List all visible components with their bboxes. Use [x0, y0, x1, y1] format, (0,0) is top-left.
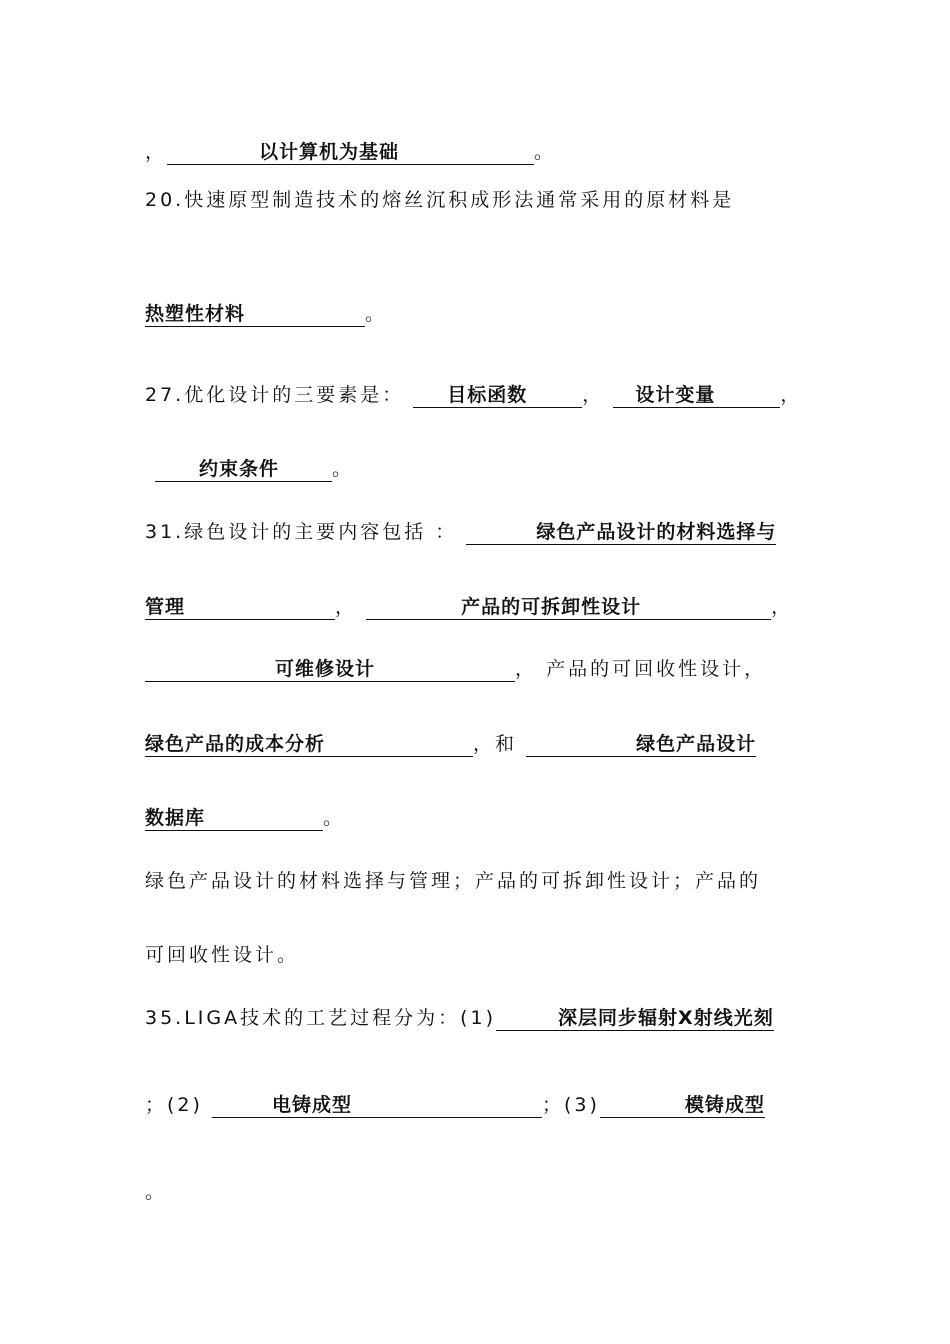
q31-answer-4-field	[145, 733, 473, 757]
q27-question: 27.优化设计的三要素是：	[145, 384, 405, 406]
q31-answer-5a-field	[526, 733, 756, 757]
q31-question: 31.绿色设计的主要内容包括 ：	[145, 521, 458, 543]
q19-answer-field	[167, 141, 534, 165]
q27-line-2	[155, 457, 820, 482]
q31-answer-5a: 绿色产品设计	[636, 733, 757, 755]
q31-line-2	[145, 595, 810, 620]
q20-answer-line	[145, 302, 810, 327]
q31-answer-1a: 绿色产品设计的材料选择与	[536, 521, 777, 543]
q31-and: ，和	[473, 733, 518, 755]
q27-end: 。	[332, 458, 355, 480]
q20-answer: 热塑性材料	[145, 303, 246, 325]
q31-sep-2: ，	[771, 596, 794, 618]
q35-step-2: ；(2)	[145, 1094, 203, 1116]
q31-note-line-2: 可回收性设计。	[145, 944, 300, 966]
q31-answer-5b: 数据库	[145, 807, 206, 829]
q35-answer-2-field	[212, 1094, 542, 1118]
q31-sep-1: ，	[335, 596, 358, 618]
q35-answer-1: 深层同步辐射X射线光刻	[558, 1007, 774, 1029]
q31-answer-4: 绿色产品的成本分析	[145, 733, 326, 755]
q31-answer-3: 可维修设计	[275, 658, 376, 680]
q35-line-2	[145, 1093, 810, 1118]
q27-answer-3-field	[155, 458, 332, 482]
q31-answer-5b-field	[145, 807, 323, 831]
q31-sep-3: ，	[515, 658, 538, 680]
q35-step-3: ；(3)	[541, 1094, 600, 1116]
q35-answer-2: 电铸成型	[271, 1094, 352, 1116]
q31-answer-2-field	[366, 596, 771, 620]
q31-end: 。	[323, 807, 346, 829]
q31-plain-text: 产品的可回收性设计，	[546, 658, 767, 680]
q31-line-5	[145, 806, 810, 831]
q27-line	[145, 383, 810, 408]
q31-line-4	[145, 732, 810, 757]
q35-answer-3-field	[600, 1094, 765, 1118]
q20-question: 20.快速原型制造技术的熔丝沉积成形法通常采用的原材料是	[145, 189, 735, 211]
q31-answer-1b: 管理	[145, 596, 186, 618]
q35-answer-1-field	[496, 1007, 774, 1031]
q31-answer-1a-field	[466, 521, 776, 545]
q19-end: 。	[534, 141, 557, 163]
q35-line-3	[145, 1180, 810, 1204]
q27-answer-3: 约束条件	[199, 458, 280, 480]
q20-end: 。	[365, 303, 388, 325]
q19-lead: ，	[145, 141, 168, 163]
q31-line-1	[145, 520, 810, 545]
q19-line	[145, 140, 810, 165]
q35-answer-3: 模铸成型	[684, 1094, 765, 1116]
q35-end: 。	[145, 1181, 168, 1203]
q31-line-3	[145, 657, 810, 682]
q20-answer-field	[145, 303, 365, 327]
q31-answer-2: 产品的可拆卸性设计	[461, 596, 642, 618]
q31-answer-1b-field	[145, 596, 335, 620]
q31-answer-3-field	[145, 658, 515, 682]
q35-line-1	[145, 1006, 810, 1031]
q19-answer: 以计算机为基础	[259, 141, 400, 163]
q35-question: 35.LIGA技术的工艺过程分为：(1)	[145, 1007, 497, 1029]
q31-note-line-1: 绿色产品设计的材料选择与管理；产品的可拆卸性设计；产品的	[145, 870, 762, 892]
q27-sep-2: ，	[780, 384, 803, 406]
q27-answer-2-field	[613, 384, 780, 408]
q27-answer-2: 设计变量	[635, 384, 716, 406]
q27-sep-1: ，	[582, 384, 605, 406]
q27-answer-1-field	[413, 384, 582, 408]
q27-answer-1: 目标函数	[447, 384, 528, 406]
